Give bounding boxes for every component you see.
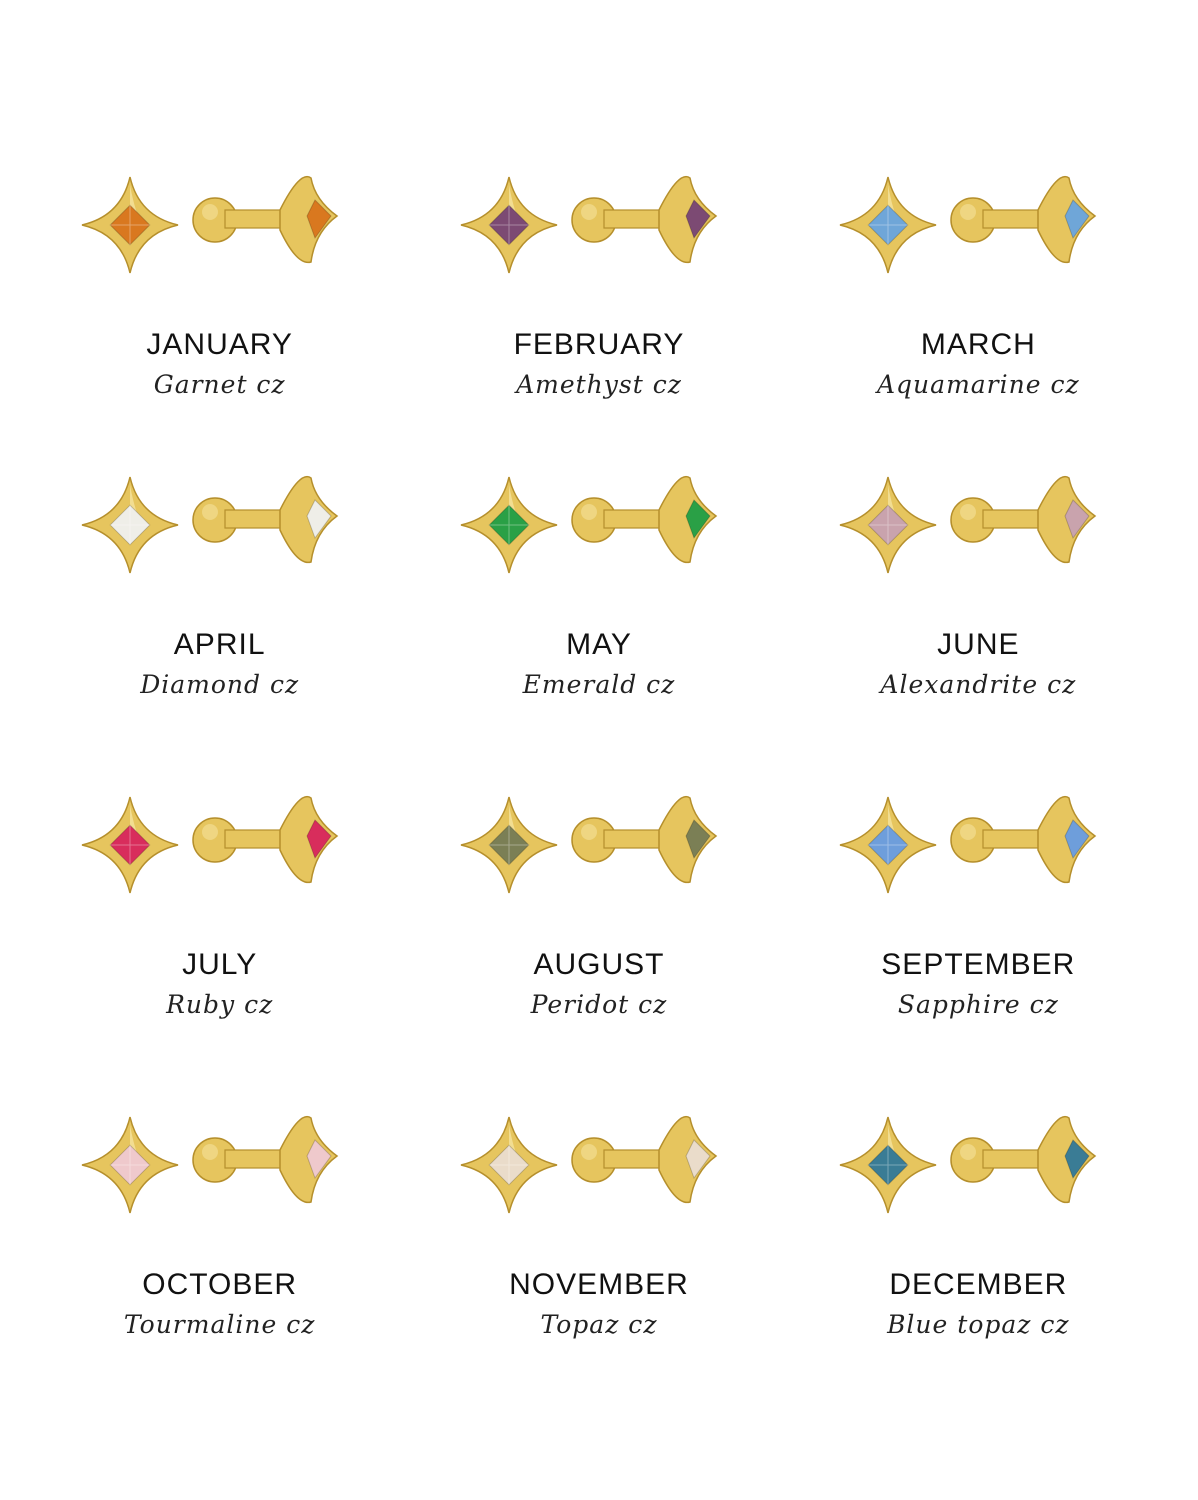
birthstone-name: Amethyst cz (516, 370, 682, 399)
birthstone-card-september (789, 770, 1168, 1090)
birthstone-grid (30, 150, 1168, 1410)
month-name: AUGUST (533, 948, 665, 981)
birthstone-name: Ruby cz (166, 990, 274, 1019)
month-name: NOVEMBER (509, 1268, 689, 1301)
month-name: SEPTEMBER (881, 948, 1076, 981)
birthstone-name: Peridot cz (530, 990, 668, 1019)
birthstone-card-july (30, 770, 409, 1090)
birthstone-card-march (789, 150, 1168, 450)
birthstone-card-january (30, 150, 409, 450)
sapphire-stud-icon (833, 790, 1123, 900)
birthstone-name: Blue topaz cz (887, 1310, 1070, 1339)
blue-topaz-stud-icon (833, 1110, 1123, 1220)
birthstone-card-june (789, 450, 1168, 770)
birthstone-card-august (409, 770, 788, 1090)
birthstone-card-december (789, 1090, 1168, 1410)
month-name: OCTOBER (142, 1268, 298, 1301)
birthstone-name: Diamond cz (140, 670, 300, 699)
month-name: JANUARY (146, 328, 293, 361)
birthstone-card-october (30, 1090, 409, 1410)
month-name: JULY (182, 948, 258, 981)
birthstone-card-may (409, 450, 788, 770)
tourmaline-stud-icon (75, 1110, 365, 1220)
birthstone-card-november (409, 1090, 788, 1410)
birthstone-card-february (409, 150, 788, 450)
ruby-stud-icon (75, 790, 365, 900)
garnet-stud-icon (75, 170, 365, 280)
birthstone-name: Aquamarine cz (877, 370, 1080, 399)
topaz-stud-icon (454, 1110, 744, 1220)
peridot-stud-icon (454, 790, 744, 900)
birthstone-name: Garnet cz (153, 370, 286, 399)
month-name: APRIL (173, 628, 266, 661)
alexandrite-stud-icon (833, 470, 1123, 580)
birthstone-name: Sapphire cz (897, 990, 1059, 1019)
birthstone-name: Alexandrite cz (880, 670, 1077, 699)
aquamarine-stud-icon (833, 170, 1123, 280)
birthstone-name: Emerald cz (522, 670, 676, 699)
month-name: MAY (566, 628, 632, 661)
birthstone-name: Tourmaline cz (123, 1310, 316, 1339)
birthstone-name: Topaz cz (540, 1310, 658, 1339)
emerald-stud-icon (454, 470, 744, 580)
month-name: FEBRUARY (513, 328, 685, 361)
amethyst-stud-icon (454, 170, 744, 280)
diamond-stud-icon (75, 470, 365, 580)
month-name: DECEMBER (889, 1268, 1068, 1301)
birthstone-card-april (30, 450, 409, 770)
month-name: JUNE (937, 628, 1020, 661)
month-name: MARCH (920, 328, 1036, 361)
